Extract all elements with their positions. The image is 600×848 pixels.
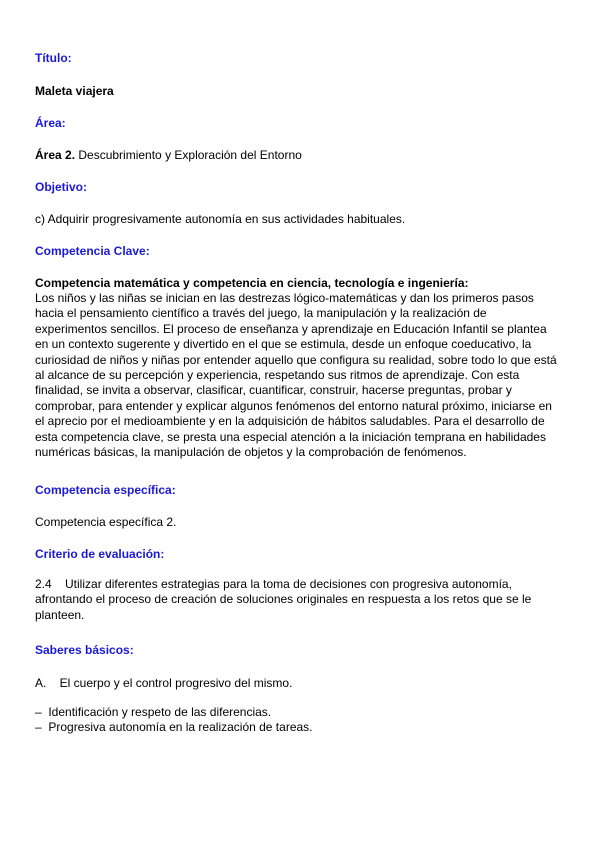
saberes-item-a: A. El cuerpo y el control progresivo del mismo. — [35, 676, 293, 690]
competencia-especifica-heading: Competencia específica: — [35, 483, 176, 497]
area-heading: Área: — [35, 116, 66, 130]
paragraph-line: experimentos sencillos. El proceso de enseñanza y aprendizaje en Educación Infantil se plantea — [35, 321, 547, 336]
area-value — [35, 148, 302, 162]
paragraph-line: Los niños y las niñas se inician en las destrezas lógico-matemáticas y dan los primeros pasos — [35, 291, 534, 305]
competencia-especifica-value: Competencia específica 2. — [35, 515, 177, 529]
paragraph-line: finalidad, se invita a observar, clasificar, cuantificar, construir, hacerse preguntas, probar y — [35, 383, 512, 398]
objetivo-value: c) Adquirir progresivamente autonomía en sus actividades habituales. — [35, 212, 406, 226]
saberes-bullet-list — [35, 705, 313, 736]
list-item: – Identificación y respeto de las diferencias. — [35, 705, 272, 719]
area-label: Área 2. — [35, 148, 76, 162]
paragraph-line: esta competencia clave, se presta una especial atención a la iniciación temprana en habilidades — [35, 429, 546, 444]
paragraph-line: al alcance de su percepción y experiencia, respetando sus ritmos de aprendizaje. Con esta — [35, 368, 520, 383]
paragraph-line: planteen. — [35, 607, 85, 622]
competencia-clave-subtitle: Competencia matemática y competencia en ciencia, tecnología e ingeniería: — [35, 276, 469, 290]
paragraph-line: curiosidad de niños y niñas por entender aquello que configura su realidad, sobre todo lo que está — [35, 352, 557, 367]
list-item: – Progresiva autonomía en la realización de tareas. — [35, 720, 313, 735]
criterio-heading: Criterio de evaluación: — [35, 547, 165, 561]
saberes-heading: Saberes básicos: — [35, 643, 134, 657]
titulo-heading: Título: — [35, 51, 72, 65]
titulo-value: Maleta viajera — [35, 84, 114, 98]
paragraph-line: en un contexto sugerente y divertido en el que se estimula, desde un enfoque coeducativo, la — [35, 337, 532, 352]
paragraph-line: hacia el pensamiento científico a través del juego, la manipulación y la realización de — [35, 306, 487, 321]
criterio-paragraph — [35, 577, 531, 623]
paragraph-line: numéricas básicas, la manipulación de objetos y la comprobación de fenómenos. — [35, 445, 467, 460]
paragraph-line: el aprecio por el medioambiente y en la adquisición de hábitos saludables. Para el desarrollo de — [35, 414, 545, 429]
competencia-clave-heading: Competencia Clave: — [35, 244, 150, 258]
paragraph-line: 2.4 Utilizar diferentes estrategias para la toma de decisiones con progresiva autonomía, — [35, 577, 512, 591]
objetivo-heading: Objetivo: — [35, 180, 88, 194]
paragraph-line: comprobar, para entender y explicar algunos fenómenos del entorno natural próximo, iniciarse en — [35, 398, 552, 413]
paragraph-line: afrontando el proceso de creación de soluciones originales en respuesta a los retos que se le — [35, 592, 532, 607]
competencia-clave-paragraph — [35, 291, 557, 460]
area-text: Descubrimiento y Exploración del Entorno — [75, 148, 302, 162]
